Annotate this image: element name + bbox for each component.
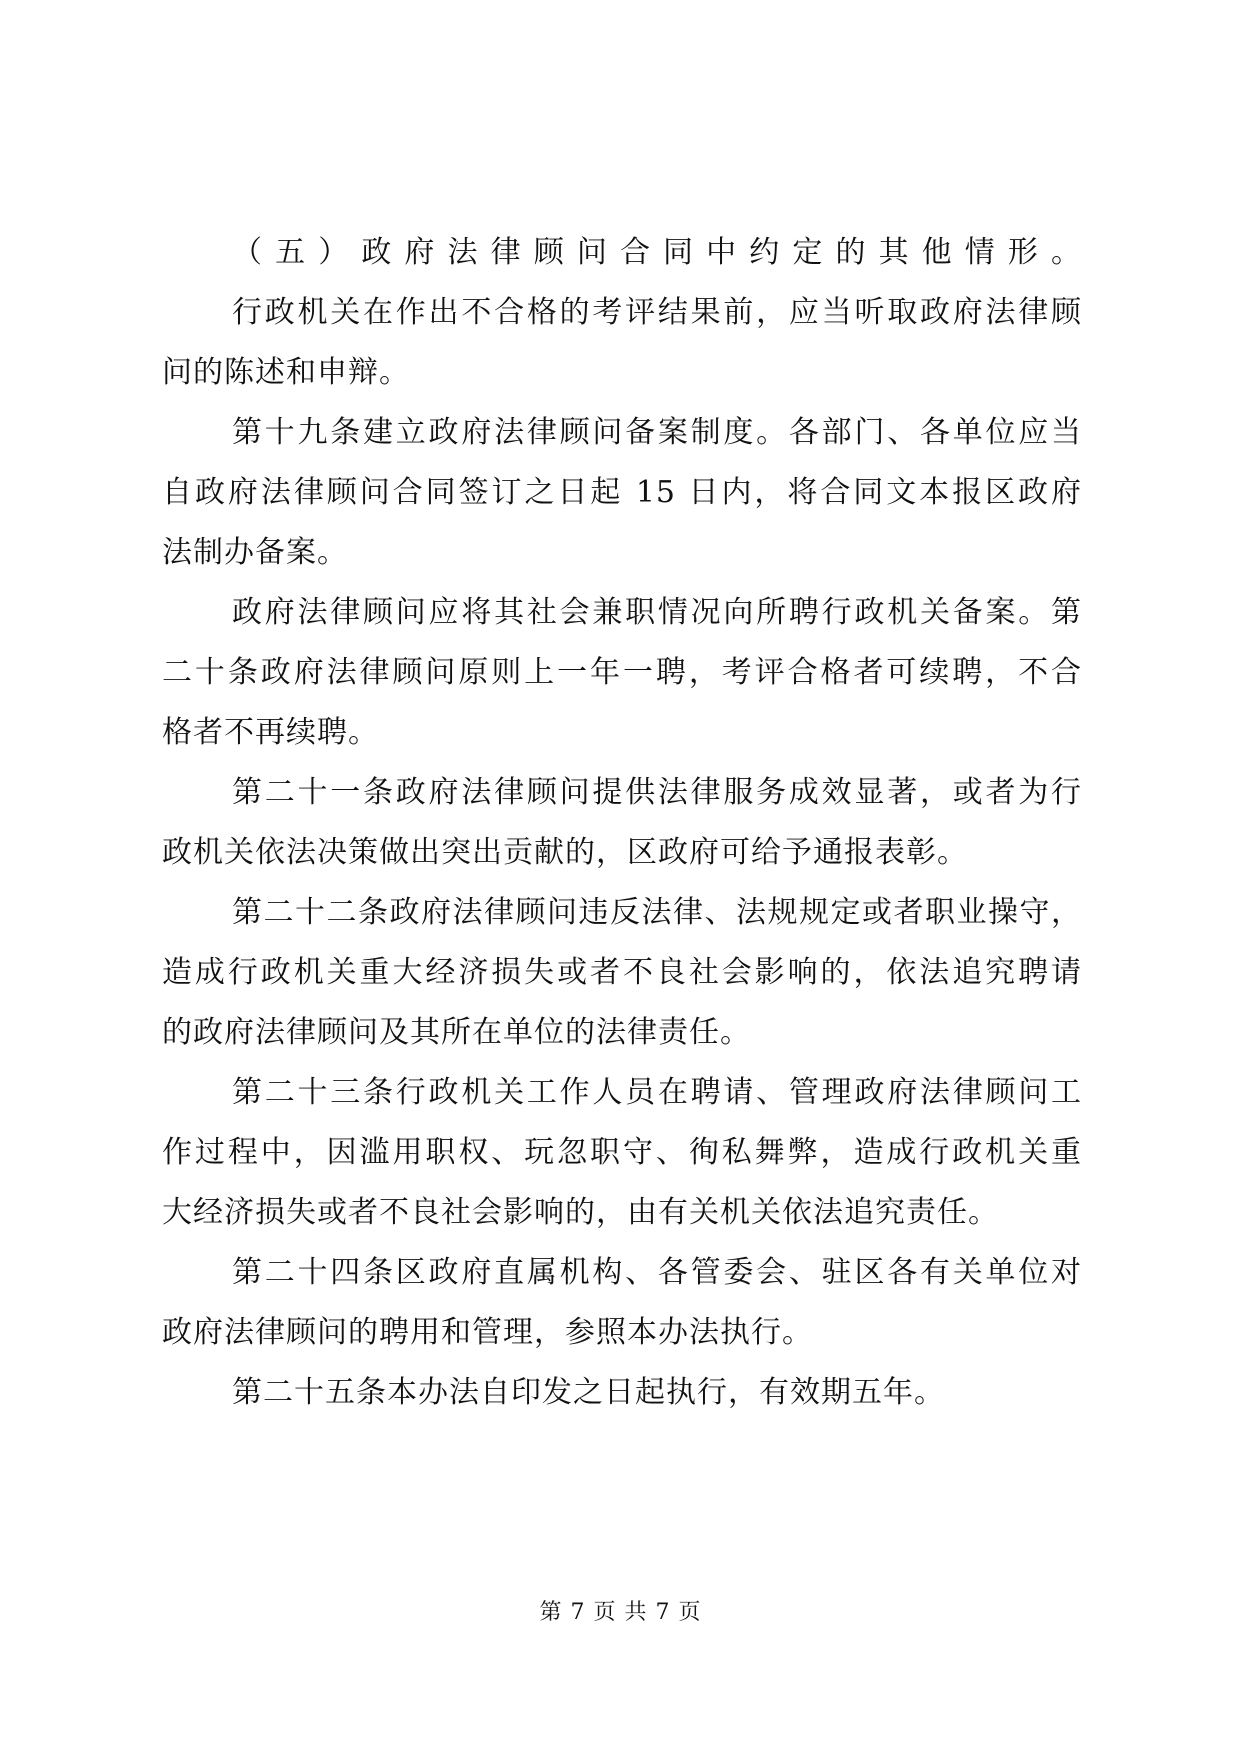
paragraph-line: （五）政府法律顾问合同中约定的其他情形。 [232,235,1082,270]
paragraph-line: 作过程中，因滥用职权、玩忽职守、徇私舞弊，造成行政机关重 [162,1135,1082,1170]
paragraph-line: 第二十二条政府法律顾问违反法律、法规规定或者职业操守， [232,895,1082,930]
paragraph-line: 政府法律顾问应将其社会兼职情况向所聘行政机关备案。第 [232,595,1082,630]
paragraph-line: 第十九条建立政府法律顾问备案制度。各部门、各单位应当 [232,415,1082,450]
paragraph-line: 大经济损失或者不良社会影响的，由有关机关依法追究责任。 [162,1195,999,1230]
paragraph-line: 第二十四条区政府直属机构、各管委会、驻区各有关单位对 [232,1255,1082,1290]
paragraph-line: 问的陈述和申辩。 [162,355,410,390]
page-footer: 第 7 页 共 7 页 [539,1600,702,1625]
paragraph-line: 的政府法律顾问及其所在单位的法律责任。 [162,1015,751,1050]
paragraph-line: 第二十三条行政机关工作人员在聘请、管理政府法律顾问工 [232,1075,1082,1110]
paragraph-line: 政机关依法决策做出突出贡献的，区政府可给予通报表彰。 [162,835,968,870]
paragraph-line: 二十条政府法律顾问原则上一年一聘，考评合格者可续聘，不合 [162,655,1082,690]
paragraph-line: 行政机关在作出不合格的考评结果前，应当听取政府法律顾 [232,295,1082,330]
document-body [162,223,1082,1423]
paragraph-line: 第二十五条本办法自印发之日起执行，有效期五年。 [232,1375,945,1410]
paragraph-line: 格者不再续聘。 [162,715,379,750]
paragraph-line: 政府法律顾问的聘用和管理，参照本办法执行。 [162,1315,813,1350]
paragraph-line: 造成行政机关重大经济损失或者不良社会影响的，依法追究聘请 [162,955,1082,990]
paragraph-line: 法制办备案。 [162,535,348,570]
paragraph-line: 第二十一条政府法律顾问提供法律服务成效显著，或者为行 [232,775,1082,810]
paragraph-line: 自政府法律顾问合同签订之日起 15 日内，将合同文本报区政府 [162,475,1082,510]
